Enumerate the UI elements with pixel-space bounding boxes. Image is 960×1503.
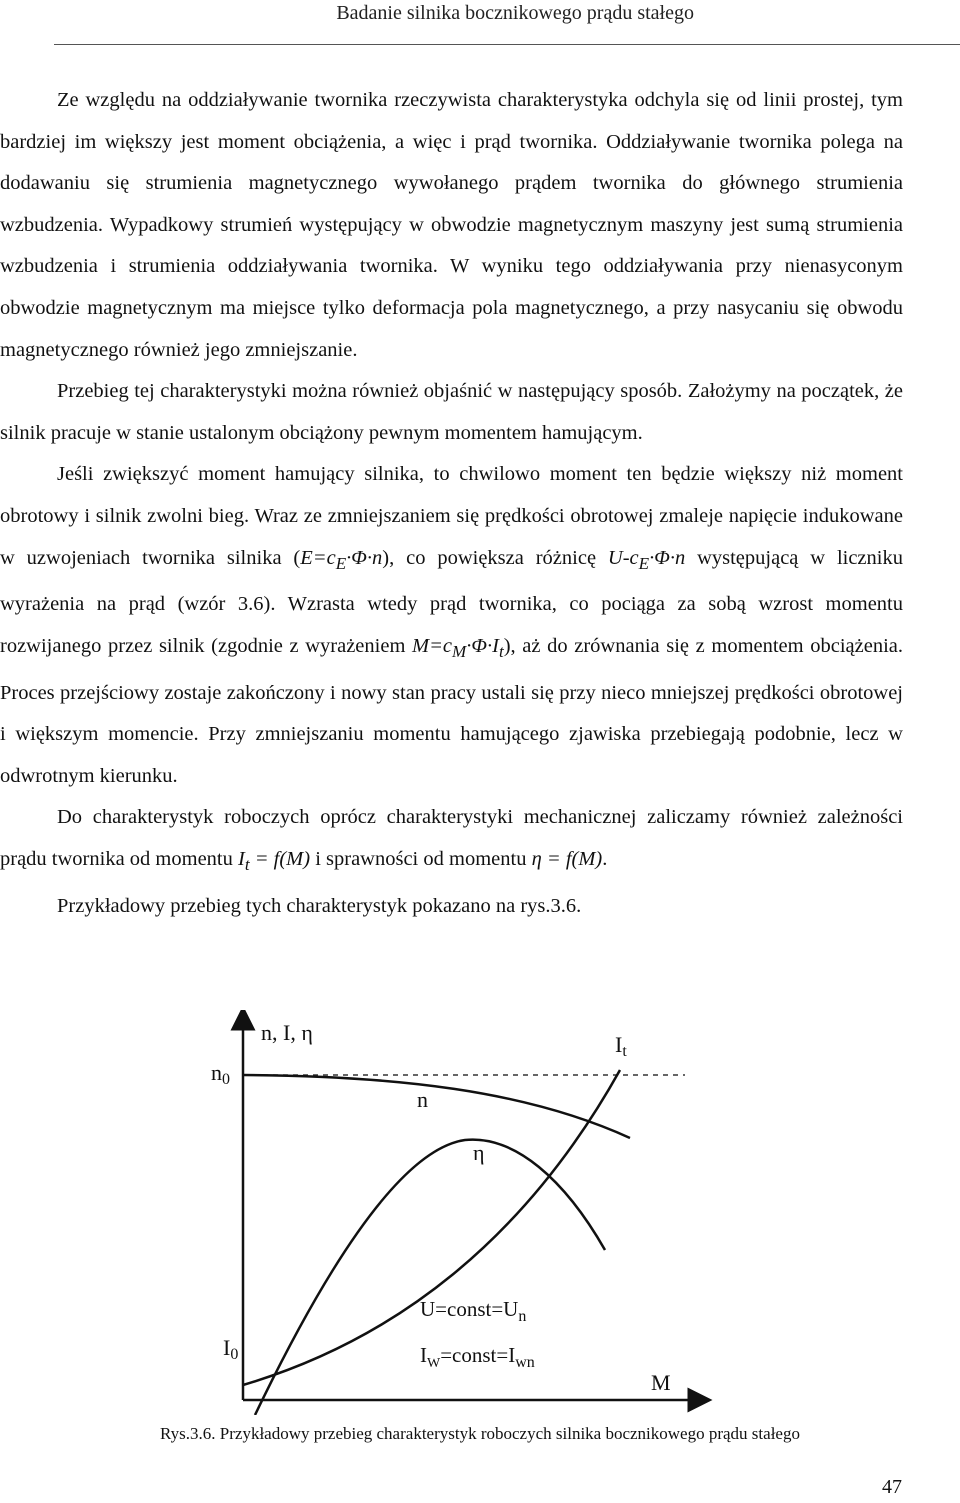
formula-current: $I_t = f(M)$ <box>237 847 311 874</box>
note-voltage: $U=const=U_n$ <box>420 1297 527 1325</box>
paragraph-3-text-2: ), co powiększa różnicę <box>382 546 608 569</box>
page-number: 47 <box>882 1476 902 1498</box>
formula-difference: $U-c_E\cdot\Phi\cdot n$ <box>607 546 686 573</box>
paragraph-4-text-1: Do charakterystyk roboczych oprócz charakterystyki mechanicznej zaliczamy również zależności prądu twornika od momentu <box>0 806 903 870</box>
paragraph-4 <box>0 797 903 885</box>
formula-torque: $M=c_M\cdot\Phi\cdot I_t$ <box>412 634 504 661</box>
curve-it <box>243 1070 620 1385</box>
paragraph-1: Ze względu na oddziaływanie twornika rzeczywista charakterystyka odchyla się od linii prostej, tym bardziej im większy jest moment obciążenia, a więc i prąd twornika. Oddziaływanie twornika polega na dodawaniu się strumienia magnetycznego wywołanego prądem twornika do głównego strumienia wzbudzenia. Wypadkowy strumień występujący w obwodzie magnetycznym maszyny jest sumą strumienia wzbudzenia i strumienia oddziaływania twornika. W wyniku tego oddziaływania przy nienasyconym obwodzie magnetycznym ma miejsce tylko deformacja pola magnetycznego, a przy nasycaniu się obwodu magnetycznego również jego zmniejszanie. <box>0 89 903 361</box>
header-rule <box>54 44 960 45</box>
paragraph-4-text-2: i sprawności od momentu <box>310 847 532 870</box>
figure-caption: Rys.3.6. Przykładowy przebieg charakterystyk roboczych silnika bocznikowego prądu stałego <box>160 1424 800 1443</box>
paragraph-3 <box>0 454 903 797</box>
paragraph-3-text-3: występującą w liczniku wyrażenia na prąd (wzór 3.6). Wzrasta wtedy prąd twornika, co pociąga za sobą wzrost momentu rozwijanego przez silnik (zgodnie z wyrażeniem <box>0 546 903 657</box>
curve-eta <box>255 1140 605 1415</box>
note-field-current: $I_W=const=I_{wn}$ <box>420 1343 535 1371</box>
curve-eta-label: η <box>473 1140 485 1165</box>
formula-emf: $E=c_E\cdot\Phi\cdot n$ <box>300 546 383 573</box>
y-axis-label: n, I, η <box>261 1020 313 1045</box>
paragraph-4-text-3: . <box>602 847 608 870</box>
n0-label: n0 <box>211 1060 230 1088</box>
curve-n-label: n <box>417 1087 428 1112</box>
working-characteristics-figure <box>195 1010 715 1415</box>
i0-label: I0 <box>223 1335 239 1363</box>
paragraph-2: Przebieg tej charakterystyki można również objaśnić w następujący sposób. Założymy na początek, że silnik pracuje w stanie ustalonym obciążony pewnym momentem hamującym. <box>0 380 903 444</box>
paragraph-3-text-4: ), aż do zrównania się z momentem obciążenia. Proces przejściowy zostaje zakończony i nowy stan pracy ustali się przy nieco mniejszej prędkości obrotowej i większym momencie. Przy zmniejszaniu momentu hamującego zjawiska przebiegają podobnie, lecz w odwrotnym kierunku. <box>0 634 903 787</box>
curve-n <box>243 1075 630 1138</box>
running-header: Badanie silnika bocznikowego prądu stałego <box>336 2 694 24</box>
x-axis-label: M <box>651 1370 671 1395</box>
curve-it-label: It <box>615 1032 627 1060</box>
paragraph-5: Przykładowy przebieg tych charakterystyk pokazano na rys.3.6. <box>57 894 582 917</box>
paragraph-3-text-1: Jeśli zwiększyć moment hamujący silnika, to chwilowo moment ten będzie większy niż moment obrotowy i silnik zwolni bieg. Wraz ze zmniejszaniem się prędkości obrotowej zmaleje napięcie indukowane w uzwojeniach twornika silnika ( <box>0 463 903 569</box>
formula-efficiency: η = f(M) <box>531 847 603 870</box>
body-text <box>0 80 903 927</box>
